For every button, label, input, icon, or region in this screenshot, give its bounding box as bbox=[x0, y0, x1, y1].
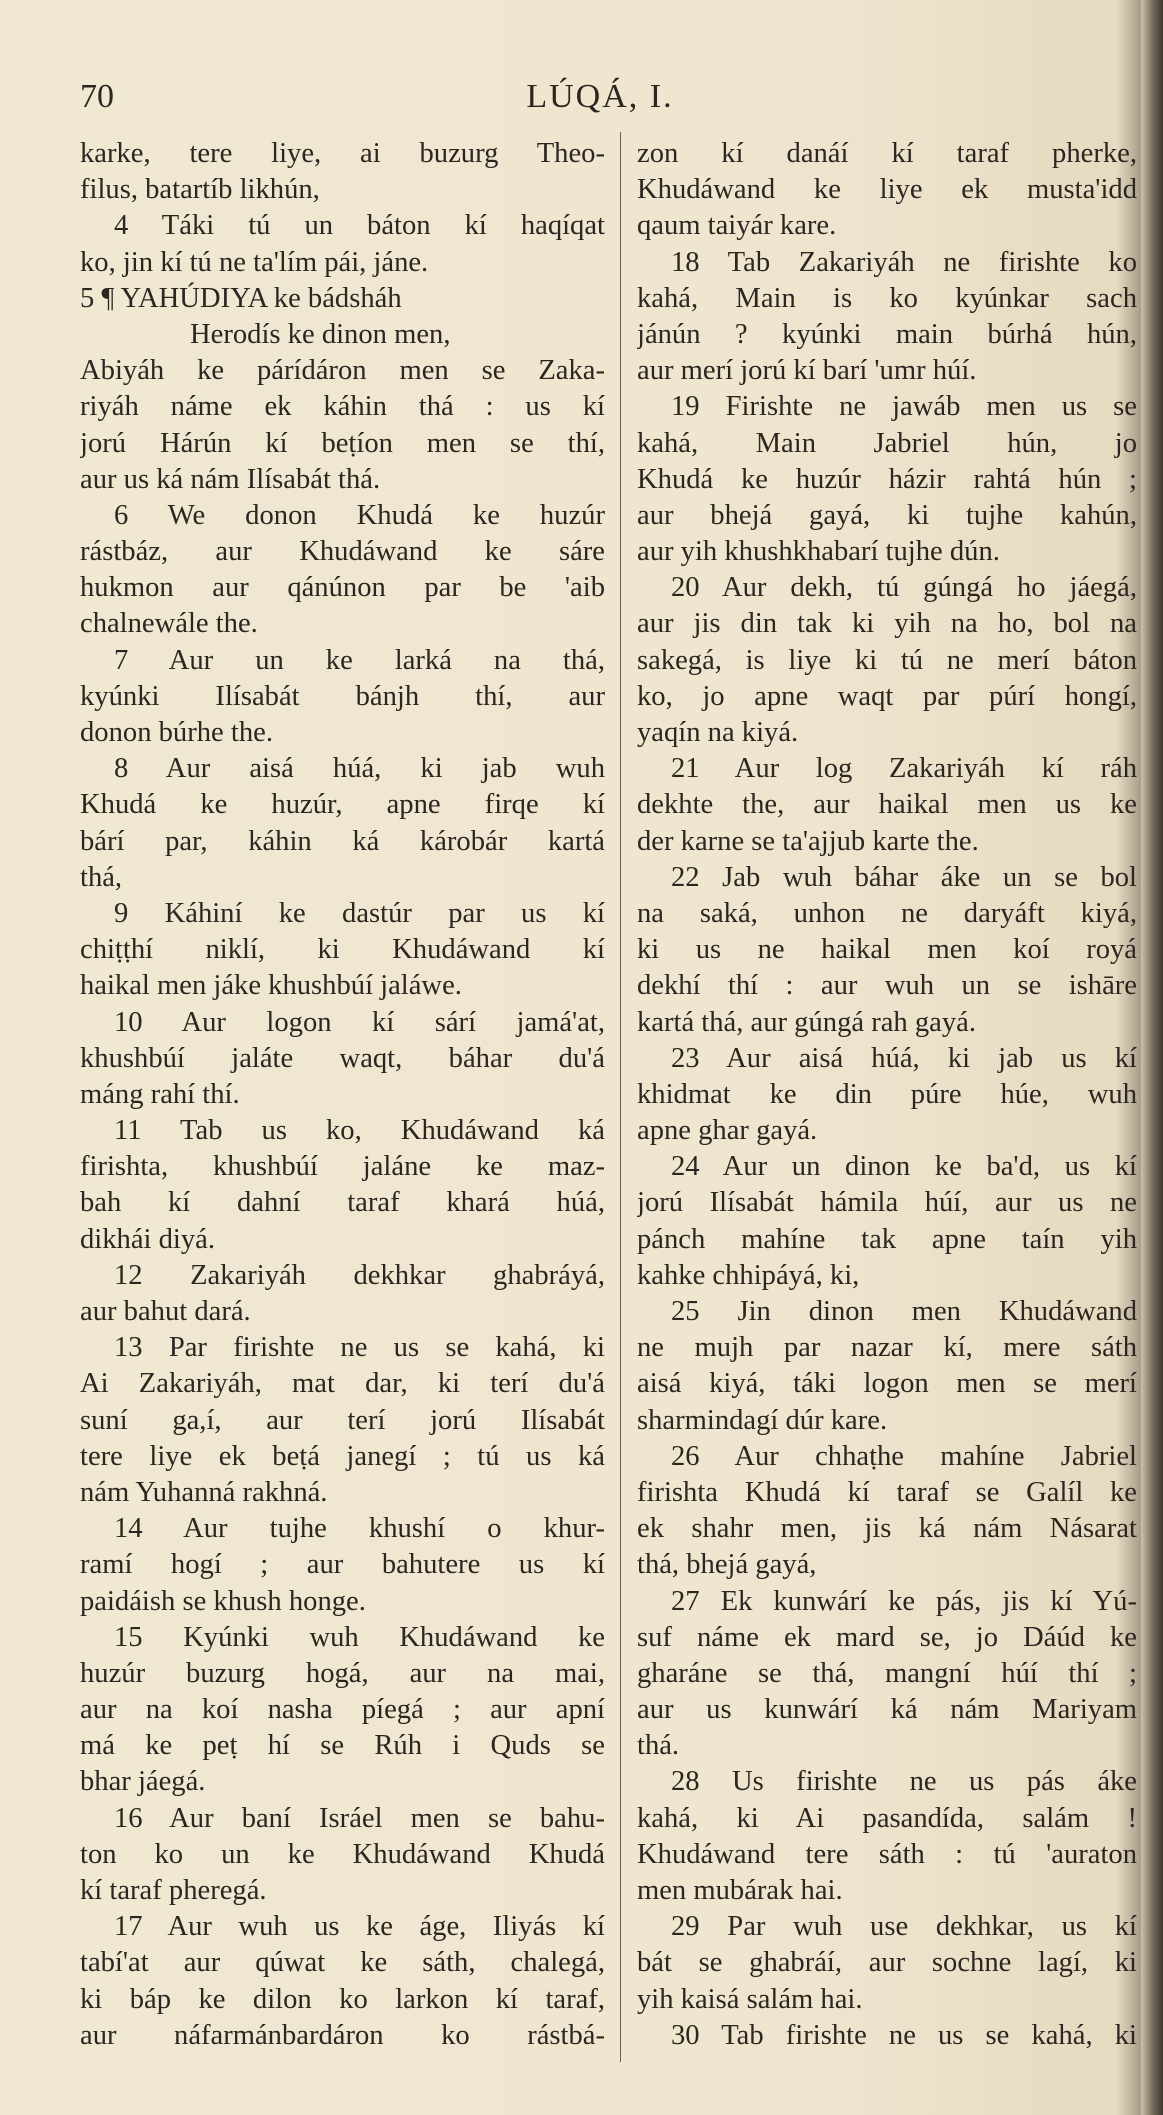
text-line: 27 Ek kunwárí ke pás, jis kí Yú- bbox=[671, 1585, 1137, 1617]
text-line: firishta, khushbúí jaláne ke maz- bbox=[80, 1151, 605, 1183]
text-line: kahá, ki Ai pasandída, salám ! bbox=[637, 1802, 1137, 1834]
text-line: hukmon aur qánúnon par be 'aib bbox=[80, 572, 605, 604]
text-line: khidmat ke din púre húe, wuh bbox=[637, 1078, 1137, 1110]
text-line: dikhái diyá. bbox=[80, 1223, 215, 1255]
text-line: ko, jo apne waqt par púrí hongí, bbox=[637, 680, 1137, 712]
text-line: tere liye ek beṭá janegí ; tú us ká bbox=[80, 1440, 605, 1472]
text-line: 12 Zakariyáh dekhkar ghabráyá, bbox=[114, 1259, 605, 1291]
text-line: apne ghar gayá. bbox=[637, 1115, 818, 1147]
text-line: aur us ká nám Ilísabát thá. bbox=[80, 463, 381, 495]
text-line: 21 Aur log Zakariyáh kí ráh bbox=[671, 753, 1137, 785]
text-line: 7 Aur un ke larká na thá, bbox=[114, 644, 605, 676]
text-line: na saká, unhon ne daryáft kiyá, bbox=[637, 897, 1137, 929]
text-line: 20 Aur dekh, tú gúngá ho jáegá, bbox=[671, 572, 1137, 604]
text-line: huzúr buzurg hogá, aur na mai, bbox=[80, 1657, 605, 1689]
text-line: aur náfarmánbardáron ko rástbá- bbox=[80, 2019, 605, 2051]
text-line: thá, bhejá gayá, bbox=[637, 1549, 817, 1581]
text-line: 9 Káhiní ke dastúr par us kí bbox=[114, 897, 605, 929]
text-line: 26 Aur chhaṭhe mahíne Jabriel bbox=[671, 1440, 1137, 1472]
text-line: aur jis din tak ki yih na ho, bol na bbox=[637, 608, 1137, 640]
text-line: ne mujh par nazar kí, mere sáth bbox=[637, 1332, 1137, 1364]
text-line: 28 Us firishte ne us pás áke bbox=[671, 1766, 1137, 1798]
text-line: der karne se ta'ajjub karte the. bbox=[637, 825, 979, 857]
text-line: pánch mahíne tak apne taín yih bbox=[637, 1223, 1137, 1255]
text-line: ramí hogí ; aur bahutere us kí bbox=[80, 1549, 605, 1581]
text-line: haikal men jáke khushbúí jaláwe. bbox=[80, 970, 462, 1002]
text-line: jorú Hárún kí beṭíon men se thí, bbox=[80, 427, 605, 459]
text-line: aisá kiyá, táki logon men se merí bbox=[637, 1368, 1137, 1400]
text-line: jorú Ilísabát hámila húí, aur us ne bbox=[637, 1187, 1137, 1219]
text-line: yih kaisá salám hai. bbox=[637, 1983, 863, 2015]
text-line: 6 We donon Khudá ke huzúr bbox=[114, 499, 605, 531]
text-line: 8 Aur aisá húá, ki jab wuh bbox=[114, 753, 605, 785]
text-line: má ke peṭ hí se Rúh i Quds se bbox=[80, 1730, 605, 1762]
page-edge-shadow bbox=[1141, 0, 1163, 2115]
text-line: khushbúí jaláte waqt, báhar du'á bbox=[80, 1042, 605, 1074]
text-line: 5 ¶ YAHÚDIYA ke bádsháh bbox=[80, 282, 402, 314]
text-line: sakegá, is liye ki tú ne merí báton bbox=[637, 644, 1137, 676]
text-line: aur na koí nasha píegá ; aur apní bbox=[80, 1694, 605, 1726]
text-line: yaqín na kiyá. bbox=[637, 717, 799, 748]
text-line: ko, jin kí tú ne ta'lím pái, jáne. bbox=[80, 246, 429, 278]
text-line: 25 Jin dinon men Khudáwand bbox=[671, 1296, 1137, 1327]
text-line: men mubárak hai. bbox=[637, 1875, 843, 1906]
text-line: Khudá ke huzúr, apne firqe kí bbox=[80, 789, 605, 821]
text-line: 18 Tab Zakariyáh ne firishte ko bbox=[671, 246, 1137, 278]
text-line: 19 Firishte ne jawáb men us se bbox=[671, 391, 1137, 423]
text-line: aur bahut dará. bbox=[80, 1296, 251, 1327]
text-line: aur merí jorú kí barí 'umr húí. bbox=[637, 355, 977, 387]
text-line: firishta Khudá kí taraf se Galíl ke bbox=[637, 1476, 1137, 1508]
text-line: 14 Aur tujhe khushí o khur- bbox=[114, 1513, 605, 1545]
text-line: kahke chhipáyá, ki, bbox=[637, 1259, 860, 1291]
text-line: 24 Aur un dinon ke ba'd, us kí bbox=[671, 1151, 1137, 1183]
text-line: Khudáwand ke liye ek musta'idd bbox=[637, 174, 1137, 206]
text-line: 30 Tab firishte ne us se kahá, ki bbox=[671, 2019, 1137, 2051]
text-line: bhar jáegá. bbox=[80, 1766, 206, 1798]
column-divider bbox=[620, 132, 621, 2062]
text-line: Abiyáh ke párídáron men se Zaka- bbox=[80, 355, 605, 387]
text-line: Khudá ke huzúr házir rahtá hún ; bbox=[637, 463, 1137, 495]
text-line: dekhí thí : aur wuh un se ishāre bbox=[637, 970, 1137, 1002]
text-line: bát se ghabráí, aur sochne lagí, ki bbox=[637, 1947, 1137, 1979]
text-line: 29 Par wuh use dekhkar, us kí bbox=[671, 1911, 1137, 1943]
text-line: Ai Zakariyáh, mat dar, ki terí du'á bbox=[80, 1368, 605, 1400]
running-head: LÚQÁ, I. bbox=[526, 78, 674, 115]
text-line: suf náme ek mard se, jo Dáúd ke bbox=[637, 1621, 1137, 1653]
text-line: chalnewále the. bbox=[80, 608, 258, 640]
text-line: kartá thá, aur gúngá rah gayá. bbox=[637, 1006, 976, 1038]
text-line: aur bhejá gayá, ki tujhe kahún, bbox=[637, 499, 1137, 531]
text-line: Khudáwand tere sáth : tú 'auraton bbox=[637, 1838, 1137, 1870]
text-line: ki báp ke dilon ko larkon kí taraf, bbox=[80, 1983, 605, 2015]
text-line: kahá, Main is ko kyúnkar sach bbox=[637, 282, 1137, 314]
text-line: sharmindagí dúr kare. bbox=[637, 1404, 888, 1436]
text-line: bah kí dahní taraf khará húá, bbox=[80, 1187, 605, 1219]
text-line: 17 Aur wuh us ke áge, Iliyás kí bbox=[114, 1911, 605, 1943]
text-line: Herodís ke dinon men, bbox=[190, 318, 451, 350]
text-line: aur us kunwárí ká nám Mariyam bbox=[637, 1694, 1137, 1726]
text-line: ton ko un ke Khudáwand Khudá bbox=[80, 1838, 605, 1870]
page-number: 70 bbox=[80, 78, 114, 115]
text-line: 23 Aur aisá húá, ki jab us kí bbox=[671, 1042, 1137, 1074]
text-line: thá. bbox=[637, 1730, 680, 1762]
text-line: suní ga,í, aur terí jorú Ilísabát bbox=[80, 1404, 605, 1436]
text-line: paidáish se khush honge. bbox=[80, 1585, 366, 1617]
text-line: 11 Tab us ko, Khudáwand ká bbox=[114, 1115, 605, 1147]
text-line: dekhte the, aur haikal men us ke bbox=[637, 789, 1137, 821]
text-line: chiṭṭhí niklí, ki Khudáwand kí bbox=[80, 934, 605, 966]
text-line: bárí par, káhin ká károbár kartá bbox=[80, 825, 605, 857]
text-line: zon kí danáí kí taraf pherke, bbox=[637, 138, 1137, 169]
text-line: 16 Aur baní Isráel men se bahu- bbox=[114, 1802, 605, 1834]
text-line: gharáne se thá, mangní húí thí ; bbox=[637, 1657, 1137, 1689]
text-line: 13 Par firishte ne us se kahá, ki bbox=[114, 1332, 605, 1364]
text-line: kahá, Main Jabriel hún, jo bbox=[637, 427, 1137, 459]
text-line: rástbáz, aur Khudáwand ke sáre bbox=[80, 536, 605, 568]
text-line: thá, bbox=[80, 861, 123, 893]
text-line: ki us ne haikal men koí royá bbox=[637, 934, 1137, 966]
text-line: tabí'at aur qúwat ke sáth, chalegá, bbox=[80, 1947, 605, 1979]
text-line: 10 Aur logon kí sárí jamá'at, bbox=[114, 1006, 605, 1038]
page-header bbox=[80, 78, 1120, 128]
right-column bbox=[637, 136, 1137, 2054]
text-line: máng rahí thí. bbox=[80, 1078, 240, 1110]
text-line: qaum taiyár kare. bbox=[637, 210, 837, 242]
text-line: karke, tere liye, ai buzurg Theo- bbox=[80, 138, 605, 169]
text-line: 15 Kyúnki wuh Khudáwand ke bbox=[114, 1621, 605, 1653]
text-line: ek shahr men, jis ká nám Násarat bbox=[637, 1513, 1137, 1545]
text-line: 22 Jab wuh báhar áke un se bol bbox=[671, 861, 1137, 893]
text-line: aur yih khushkhabarí tujhe dún. bbox=[637, 536, 1000, 568]
text-line: jánún ? kyúnki main búrhá hún, bbox=[637, 318, 1137, 350]
text-line: nám Yuhanná rakhná. bbox=[80, 1476, 328, 1508]
left-column bbox=[80, 136, 605, 2054]
text-line: riyáh náme ek káhin thá : us kí bbox=[80, 391, 605, 423]
text-line: 4 Táki tú un báton kí haqíqat bbox=[114, 210, 605, 242]
text-line: donon búrhe the. bbox=[80, 717, 273, 748]
text-line: filus, batartíb likhún, bbox=[80, 174, 320, 206]
text-line: kí taraf pheregá. bbox=[80, 1875, 267, 1906]
text-line: kyúnki Ilísabát bánjh thí, aur bbox=[80, 680, 605, 712]
